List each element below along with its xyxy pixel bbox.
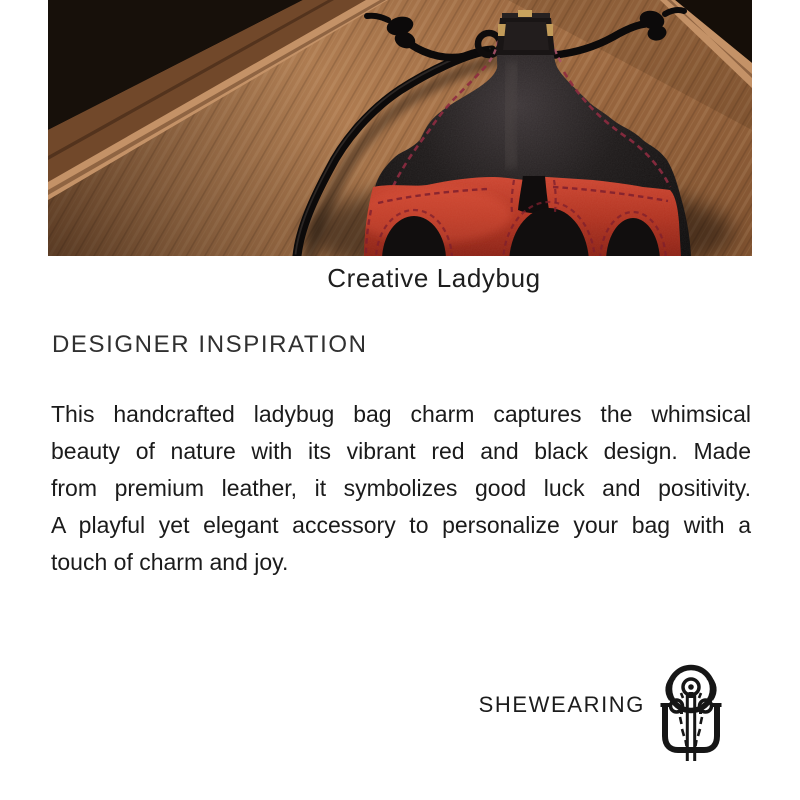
photo-caption: Creative Ladybug [327, 263, 541, 293]
description-paragraph [51, 396, 751, 581]
description-line: This handcrafted ladybug bag charm captures the whimsical [51, 401, 751, 427]
ladybug-logo-icon [660, 661, 722, 761]
product-photo [48, 0, 752, 256]
section-heading: DESIGNER INSPIRATION [52, 331, 368, 358]
ladybug-charm-photo-illustration [48, 0, 752, 256]
brand-name: SHEWEARING [478, 692, 645, 717]
description-line: beauty of nature with its vibrant red and black design. Made [51, 438, 751, 464]
description-line: A playful yet elegant accessory to personalize your bag with a [51, 512, 751, 538]
description-line: from premium leather, it symbolizes good luck and positivity. [51, 475, 751, 501]
description-line: touch of charm and joy. [51, 549, 289, 575]
clasp-hardware [496, 10, 555, 55]
